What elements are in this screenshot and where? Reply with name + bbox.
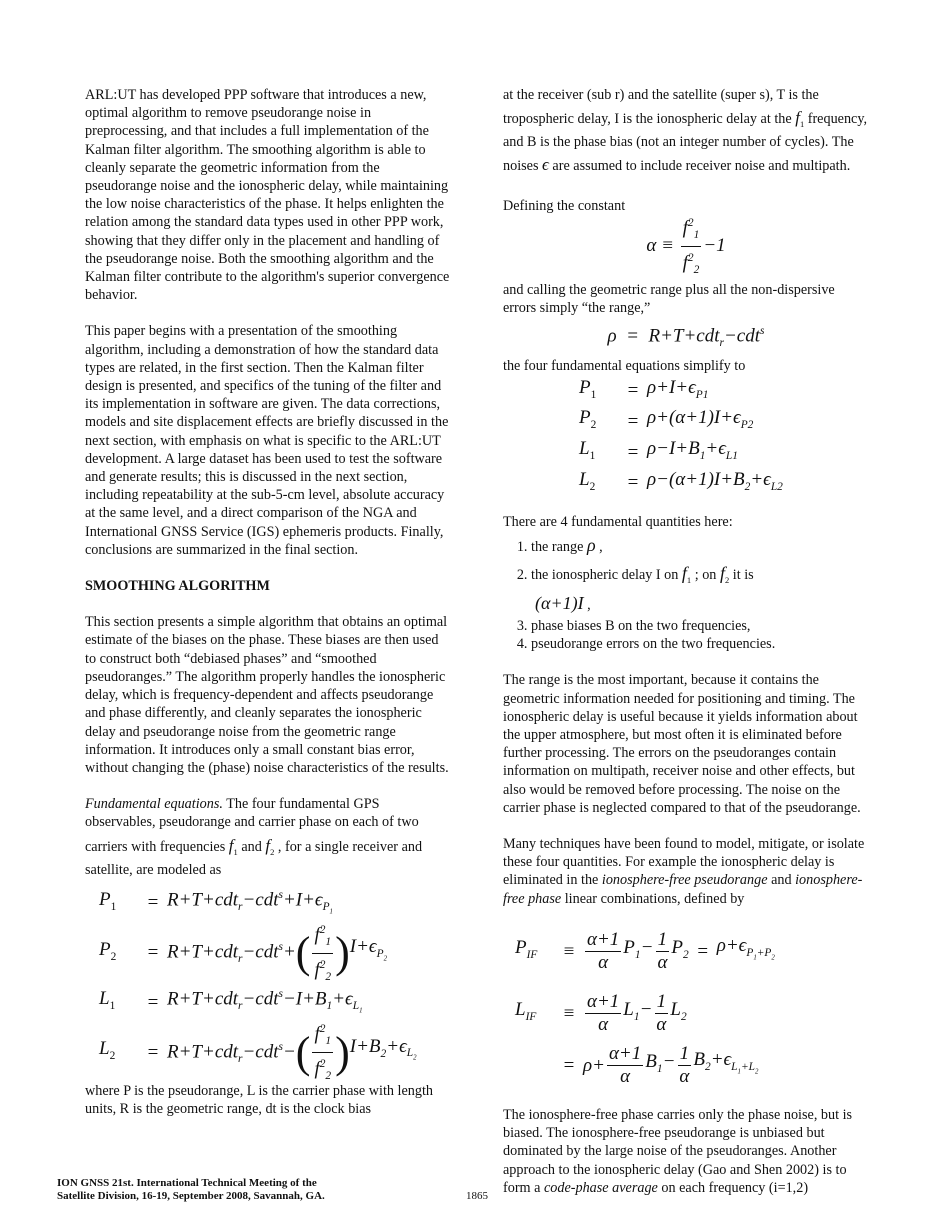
fundamental-equations-paragraph: Fundamental equations. The four fundamental GPS observables, pseudorange and carrier phase on each of two carriers with frequencies $f_1$ and $f_2$ , for a single receiver and satellite, are modeled as [85, 796, 423, 878]
iono-free-equations: $P_{IF}$ ≡ $\frac{\alpha+1}{\alpha}$ $P_1-$ $\frac{1}{\alpha}$ $P_2$ = $\rho+\epsilon_{P_1+P_2}$ $L_{IF}$ ≡ $\frac{\alpha+1}{\alpha}$ $L_1-$ $\frac{1}{\alpha}$ $L_2$ = ρ+ $\frac{\alpha+1}{\alpha}$ $B_1-$ $\frac{1}{\alpha}$ $B_2+\epsilon_{L_1+L_2}$ [515, 929, 775, 1088]
list-item: 2. the ionospheric delay I on $f_1$ ; on $f_2$ it is (α+1)I , [531, 559, 869, 617]
range-importance-paragraph: The range is the most important, because it contains the geometric information needed for positioning and timing. The ionospheric delay is useful because it yields information about the upper atmosphere, but most often it is eliminated before further processing. The errors on the pseudoranges contain information on multipath, receiver noise and other effects, but also would be removed before processing. The noise on the carrier phase is neglected compared to that of the pseudorange. [503, 672, 861, 816]
footer-citation: ION GNSS 21st. International Technical Meeting of the Satellite Division, 16-19, September 2008, Savannah, GA. [57, 1177, 325, 1202]
list-item: 3. phase biases B on the two frequencies, [531, 617, 869, 635]
variables-paragraph: where P is the pseudorange, L is the carrier phase with length units, R is the geometric range, dt is the clock bias [85, 1082, 434, 1117]
alpha-definition: α ≡ $\frac{f^2_1}{f^2_2}$ −1 [503, 212, 869, 281]
range-text: and calling the geometric range plus all the non-dispersive errors simply “the range,” [503, 281, 835, 317]
section-paragraph-1: This section presents a simple algorithm that obtains an optimal estimate of the biases on the phase. These biases are then used to construct both “debiased phases” and “smoothed pseudoranges.” The algorithm properly handles the ionospheric delay, which is frequency-dependent and affects pseudorange and phase differently, and cleanly separates the ionospheric delay and pseudorange noise from the geometric range information. It introduces only a small constant bias error, without changing the (phase) noise characteristics of the results. [85, 614, 449, 776]
page-number: 1865 [466, 1190, 488, 1202]
quantities-intro: There are 4 fundamental quantities here: [503, 513, 733, 530]
quantities-list [531, 531, 869, 653]
simplify-text: the four fundamental equations simplify to [503, 358, 746, 375]
observation-equations: $P_1$ = $R+T+cdt_r-cdt^s+I+\epsilon_{P_1}$ $P_2$ = R+T+cdt$_r$−cdt$^s$+ ( $\frac{f^2_1}{f^2_2}$ ) $I+\epsilon_{P_2}$ $L_1$ = $R+T+cdt_r-cdt^s-I+B_1+\epsilon_{L_1}$ $L_2$ = R+T+cdt$_r$−cdt$^s$− ( $\frac{f^2_1}{f^2_2}$ ) $I+B_2+\epsilon_{L_2}$ [99, 888, 417, 1083]
list-item: 1. the range ρ , [531, 531, 869, 559]
variables-continued: at the receiver (sub r) and the satellite (super s), T is the tropospheric delay, I is the ionospheric delay at the $f_1$ frequency, and B is the phase bias (not an integer number of cycles). The noises ϵ are assumed to include receiver noise and multipath. [503, 87, 868, 175]
intro-paragraph-2: This paper begins with a presentation of the smoothing algorithm, including a demonstration of how the standard data types are related, in the first section. Then the Kalman filter design is presented, and specifics of the tuning of the filter and its implementation in software are given. The data corrections, models and site displacement effects are briefly discussed in the next section, with emphasis on what is specific to the ARL:UT development. A large dataset has been used to test the software and generate results; this is discussed in the next section, including repeatability at the sub-5-cm level, absolute accuracy at the same level, and a direct comparison of the NGA and International GNSS Service (IGS) ephemeris products. Finally, conclusions are summarized in the final section. [85, 323, 449, 558]
right-column [503, 86, 869, 1215]
left-column [85, 86, 451, 1136]
techniques-paragraph: Many techniques have been found to model, mitigate, or isolate these four quantities. For example the ionospheric delay is eliminated in the ionosphere-free pseudorange and ionosphere-free phase linear combinations, defined by [503, 836, 865, 907]
section-heading: SMOOTHING ALGORITHM [85, 578, 270, 595]
code-phase-paragraph: The ionosphere-free phase carries only the phase noise, but is biased. The ionosphere-free pseudorange is unbiased but dominated by the large noise of the pseudoranges. Another approach to the ionospheric delay (Gao and Shen 2002) is to form a code-phase average on each frequency (i=1,2) [503, 1106, 853, 1196]
simplified-equations: $P_1$ = $\rho+I+\epsilon_{P1}$ $P_2$ = $\rho+(\alpha+1)I+\epsilon_{P2}$ $L_1$ = $\rho-I+B_1+\epsilon_{L1}$ $L_2$ = $\rho-(\alpha+1)I+B_2+\epsilon_{L2}$ [579, 376, 783, 494]
define-constant-text: Defining the constant [503, 198, 626, 215]
list-item: 4. pseudorange errors on the two frequencies. [531, 635, 869, 653]
intro-paragraph-1: ARL:UT has developed PPP software that introduces a new, optimal algorithm to remove pseudorange noise in preprocessing, and that includes a full implementation of the Kalman filter algorithm. The smoothing algorithm is able to cleanly separate the geometric information from the pseudorange noise and the ionospheric delay, while maintaining the low noise characteristics of the phase. It helps enlighten the relation among the standard data types used in other PPP work, showing that they differ only in the placement and handling of the pseudorange noise. Both the smoothing algorithm and the Kalman filter contribute to the algorithm's superior convergence behavior. [85, 87, 450, 304]
range-equation: ρ = R+T+cdt$_r$−cdt$^s$ [607, 325, 765, 350]
